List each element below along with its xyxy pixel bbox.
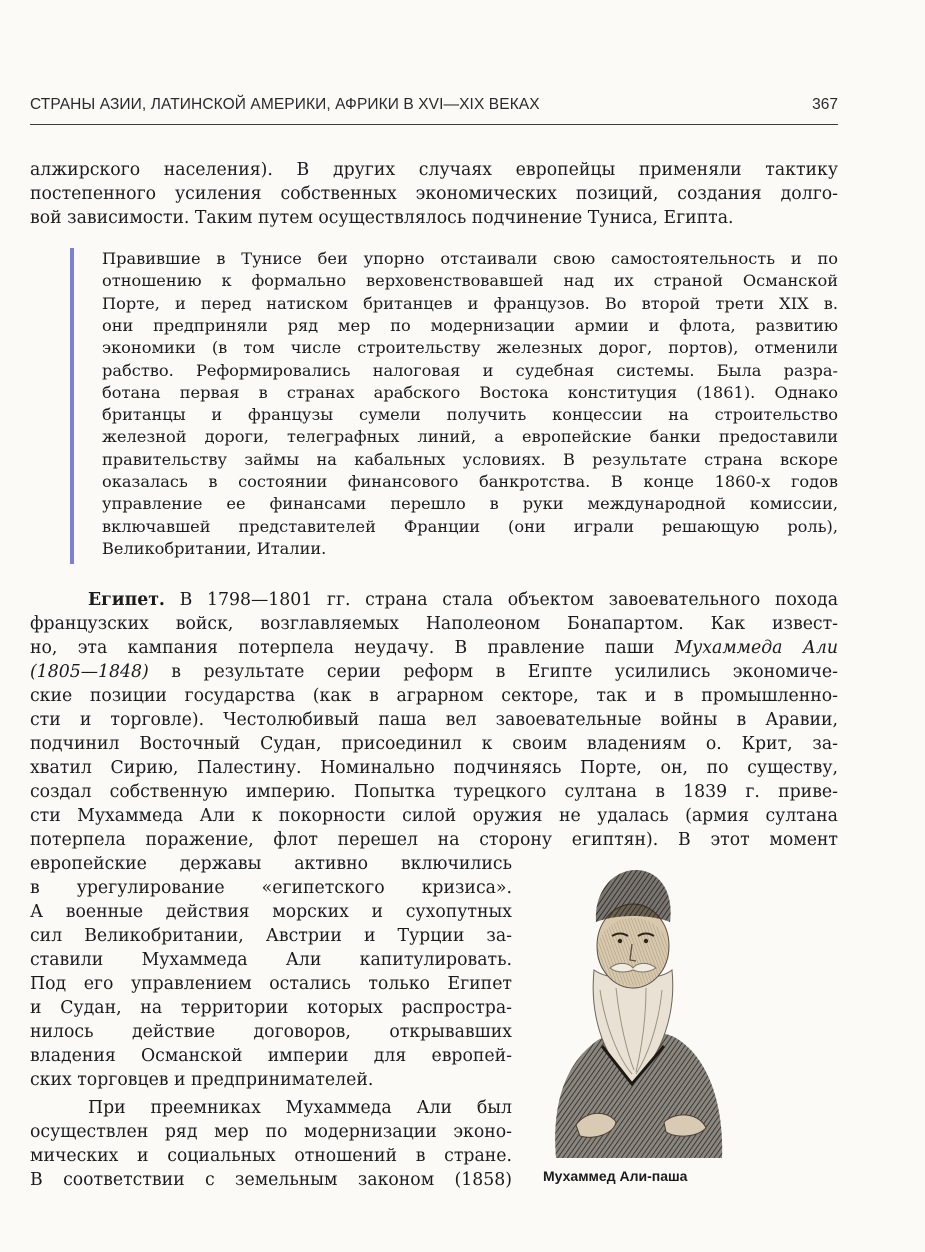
text-line: владения Османской империи для европей-: [30, 1046, 512, 1066]
text-line: осуществлен ряд мер по модернизации эконо-: [30, 1122, 512, 1142]
aside-line: оказалась в состоянии финансового банкротства. В конце 1860-х годов: [102, 472, 838, 491]
text-line: французских войск, возглавляемых Наполеоном Бонапартом. Как извест-: [30, 614, 838, 634]
text-line: При преемниках Мухаммеда Али был: [88, 1098, 512, 1118]
aside-block-tunisia: [70, 248, 838, 568]
text-line: и Судан, на территории которых распростра-: [30, 998, 512, 1018]
text-line: сил Великобритании, Австрии и Турции за-: [30, 926, 512, 946]
page-number: 367: [812, 96, 838, 113]
aside-line: британцы и французы сумели получить концессии на строительство: [102, 405, 838, 425]
reign-dates: (1805—1848): [30, 662, 149, 682]
text-line: Египет. В 1798—1801 гг. страна стала объектом завоевательного похода: [88, 590, 838, 610]
text-line: хватил Сирию, Палестину. Номинально подчиняясь Порте, он, по существу,: [30, 758, 838, 778]
text-line: потерпела поражение, флот перешел на сторону египтян). В этот момент: [30, 830, 838, 850]
aside-line: отношению к формально верховенствовавшей над их страной Османской: [102, 271, 838, 291]
text-line: нилось действие договоров, открывавших: [30, 1022, 512, 1042]
section-heading-egypt: Египет.: [88, 590, 165, 610]
text-line: но, эта кампания потерпела неудачу. В правление паши Мухаммеда Али: [30, 638, 839, 658]
text-line: (1805—1848) в результате серии реформ в Египте усилились экономиче-: [30, 662, 838, 682]
running-header: [30, 94, 838, 125]
text-line: постепенного усиления собственных экономических позиций, создания долго-: [30, 184, 838, 204]
person-name: Мухаммеда Али: [674, 638, 839, 658]
text-line: европейские державы активно включились: [30, 854, 512, 874]
aside-line: экономики (в том числе строительству железных дорог, портов), отменили: [102, 338, 838, 358]
portrait-image: [546, 860, 726, 1160]
text-line: в урегулирование «египетского кризиса».: [30, 878, 512, 898]
text-line: вой зависимости. Таким путем осуществлялось подчинение Туниса, Египта.: [30, 208, 734, 228]
aside-line: Правившие в Тунисе беи упорно отстаивали свою самостоятельность и по: [102, 249, 838, 268]
text-line: подчинил Восточный Судан, присоединил к своим владениям о. Крит, за-: [30, 734, 838, 754]
text-line: создал собственную империю. Попытка турецкого султана в 1839 г. приве-: [30, 782, 838, 802]
engraved-portrait-icon: [546, 860, 726, 1160]
text-line: сти и торговле). Честолюбивый паша вел завоевательные войны в Аравии,: [30, 710, 838, 730]
aside-line: включавшей представителей Франции (они играли решающую роль),: [102, 516, 838, 536]
aside-line: рабство. Реформировались налоговая и судебная системы. Была разра-: [102, 360, 838, 380]
aside-line: Великобритании, Италии.: [102, 538, 327, 558]
portrait-caption: Мухаммед Али-паша: [543, 1168, 688, 1184]
text-line: В соответствии с земельным законом (1858): [30, 1170, 512, 1190]
text-line: ских торговцев и предпринимателей.: [30, 1070, 374, 1090]
text-line: сти Мухаммеда Али к покорности силой оружия не удалась (армия султана: [30, 806, 838, 826]
aside-line: ботана первая в странах арабского Востока конституция (1861). Однако: [102, 382, 838, 402]
text-line: алжирского населения). В других случаях европейцы применяли тактику: [30, 160, 838, 180]
text-line: Под его управлением остались только Египет: [30, 974, 512, 994]
running-header-title: СТРАНЫ АЗИИ, ЛАТИНСКОЙ АМЕРИКИ, АФРИКИ В XVI—XIX ВЕКАХ: [30, 96, 540, 113]
aside-line: Порте, и перед натиском британцев и французов. Во второй трети XIX в.: [102, 293, 838, 313]
aside-line: правительству займы на кабальных условиях. В результате страна вскоре: [102, 449, 838, 469]
aside-line: управление ее финансами перешло в руки международной комиссии,: [102, 494, 838, 514]
text-line: мических и социальных отношений в стране.: [30, 1146, 512, 1166]
aside-line: они предприняли ряд мер по модернизации армии и флота, развитию: [102, 315, 838, 335]
text-line: ставили Мухаммеда Али капитулировать.: [30, 950, 512, 970]
aside-accent-bar: [70, 248, 74, 564]
text-line: А военные действия морских и сухопутных: [30, 902, 512, 922]
aside-line: железной дороги, телеграфных линий, а европейские банки предоставили: [102, 427, 838, 447]
text-line: ские позиции государства (как в аграрном секторе, так и в промышленно-: [30, 686, 838, 706]
